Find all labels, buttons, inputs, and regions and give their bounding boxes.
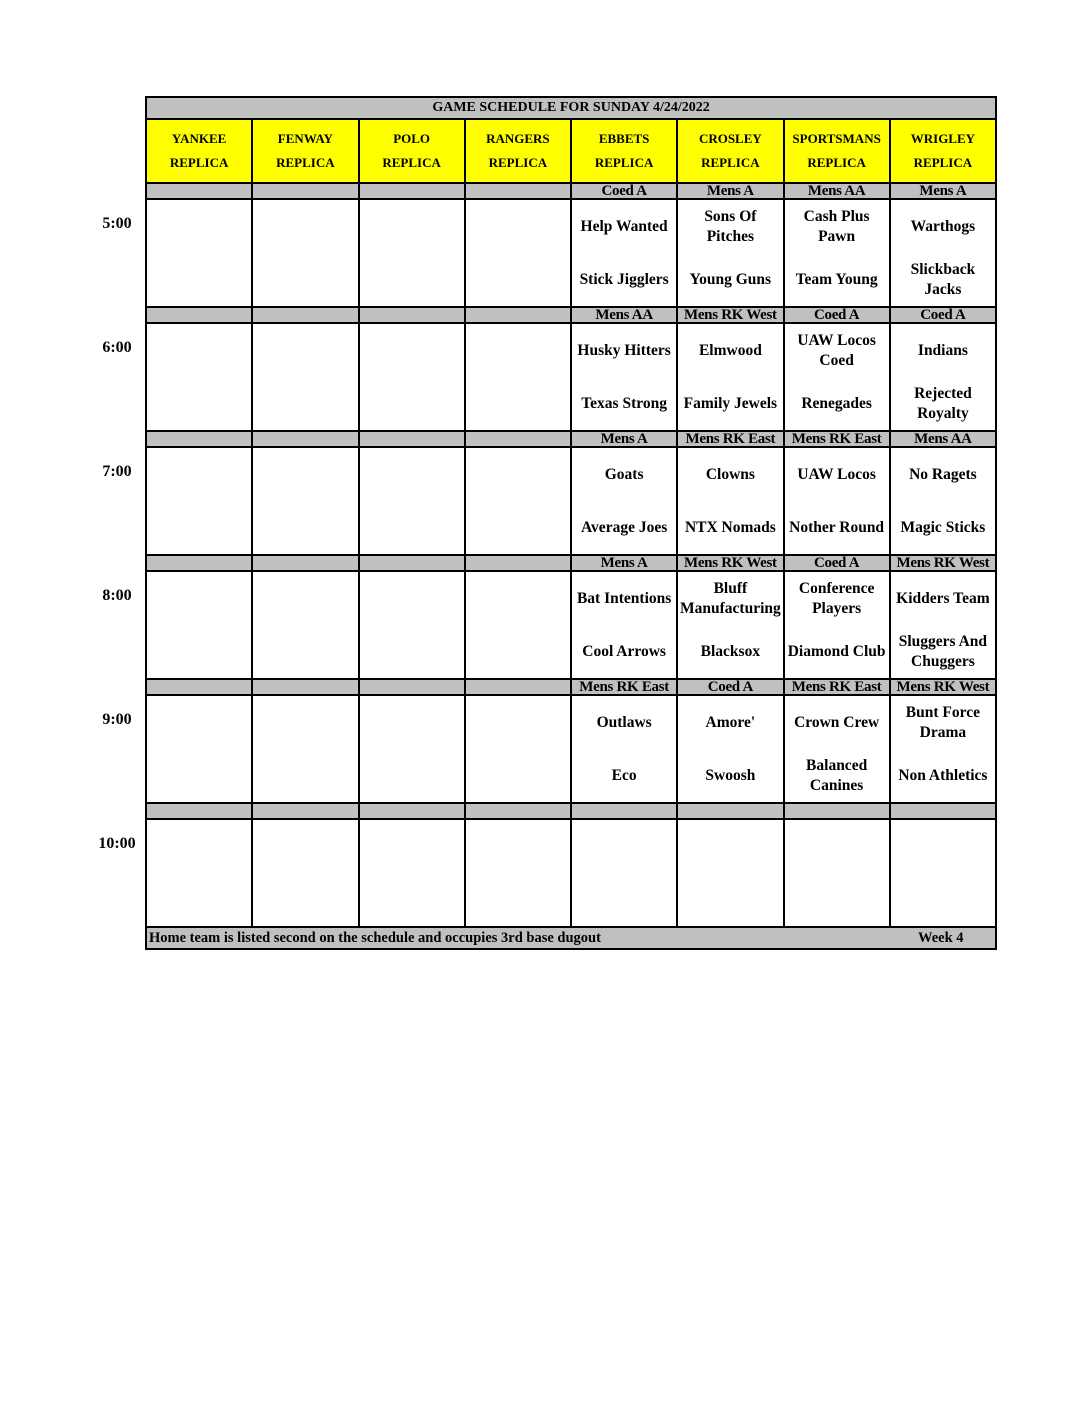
home-team: Rejected Royalty — [914, 384, 972, 422]
away-team — [466, 448, 570, 501]
away-team: Clowns — [705, 465, 755, 483]
field-sub: REPLICA — [382, 155, 441, 170]
away-team — [466, 200, 570, 253]
division-label — [359, 803, 465, 819]
division-label — [571, 803, 677, 819]
field-sub: REPLICA — [594, 155, 654, 170]
game-cell — [359, 447, 465, 555]
home-team — [360, 749, 464, 802]
home-team: Texas Strong — [581, 394, 667, 412]
time-label: 8:00 — [102, 587, 132, 604]
game-row — [146, 323, 996, 431]
field-name: POLO — [393, 131, 431, 146]
away-team: Amore' — [705, 713, 756, 731]
home-team — [360, 253, 464, 306]
game-cell — [146, 447, 252, 555]
division-label — [359, 307, 465, 323]
away-team — [147, 200, 251, 253]
game-cell — [784, 571, 890, 679]
game-cell — [146, 819, 252, 927]
game-cell — [784, 323, 890, 431]
division-label — [146, 307, 252, 323]
game-cell — [571, 571, 677, 679]
division-row — [146, 555, 996, 571]
game-cell — [677, 695, 783, 803]
home-team: Swoosh — [705, 766, 756, 784]
division-label: Mens RK West — [677, 555, 783, 571]
field-sub: REPLICA — [169, 155, 229, 170]
away-team: Indians — [917, 341, 968, 359]
division-row — [146, 431, 996, 447]
field-header-ebbets — [571, 119, 677, 183]
game-cell — [677, 323, 783, 431]
away-team: Help Wanted — [580, 217, 668, 235]
field-name: CROSLEY — [698, 131, 762, 146]
away-team — [253, 448, 357, 501]
game-cell — [890, 571, 996, 679]
home-team — [253, 253, 357, 306]
game-cell — [784, 819, 890, 927]
away-team: Outlaws — [596, 713, 652, 731]
game-cell — [784, 199, 890, 307]
title-row — [146, 97, 996, 119]
game-row — [146, 819, 996, 927]
division-row — [146, 803, 996, 819]
away-team: Bluff Manufacturing — [680, 579, 781, 617]
game-cell — [252, 571, 358, 679]
home-team-note: Home team is listed second on the schedule and occupies 3rd base dugout — [149, 930, 601, 946]
field-header-polo — [359, 119, 465, 183]
away-team — [466, 696, 570, 749]
division-label: Mens RK East — [784, 679, 890, 695]
field-header-rangers — [465, 119, 571, 183]
game-cell — [465, 819, 571, 927]
division-label: Mens A — [571, 431, 677, 447]
game-row — [146, 695, 996, 803]
time-label: 6:00 — [102, 339, 132, 356]
away-team: UAW Locos — [797, 465, 876, 483]
division-label — [465, 183, 571, 199]
game-cell — [571, 819, 677, 927]
division-label: Mens AA — [784, 183, 890, 199]
division-label: Mens A — [677, 183, 783, 199]
home-team: Renegades — [801, 394, 872, 412]
home-team: Team Young — [795, 270, 878, 288]
away-team — [253, 324, 357, 377]
home-team — [253, 625, 357, 678]
game-cell — [890, 199, 996, 307]
game-cell — [677, 819, 783, 927]
away-team: Husky Hitters — [577, 341, 671, 359]
away-team — [147, 696, 251, 749]
division-label — [465, 307, 571, 323]
division-label: Coed A — [571, 183, 677, 199]
game-cell — [359, 323, 465, 431]
footer-row — [146, 927, 996, 949]
division-label: Coed A — [890, 307, 996, 323]
game-cell — [890, 819, 996, 927]
home-team — [147, 501, 251, 554]
field-name: RANGERS — [486, 131, 550, 146]
home-team — [891, 873, 995, 926]
division-label — [146, 803, 252, 819]
game-cell — [890, 695, 996, 803]
away-team: Sons Of Pitches — [704, 207, 757, 245]
game-cell — [571, 199, 677, 307]
home-team — [466, 377, 570, 430]
division-label — [252, 183, 358, 199]
division-label — [465, 431, 571, 447]
game-cell — [571, 323, 677, 431]
division-label: Coed A — [677, 679, 783, 695]
division-label — [890, 803, 996, 819]
schedule-title: GAME SCHEDULE FOR SUNDAY 4/24/2022 — [146, 97, 996, 119]
home-team: Young Guns — [689, 270, 772, 288]
field-header-fenway — [252, 119, 358, 183]
field-header-yankee — [146, 119, 252, 183]
away-team — [572, 820, 676, 873]
division-label: Mens RK West — [890, 555, 996, 571]
home-team — [253, 749, 357, 802]
away-team — [678, 820, 782, 873]
field-sub: REPLICA — [913, 155, 973, 170]
home-team — [253, 501, 357, 554]
home-team — [253, 377, 357, 430]
time-label: 7:00 — [102, 463, 132, 480]
division-row — [146, 679, 996, 695]
home-team: Non Athletics — [898, 766, 988, 784]
home-team: Cool Arrows — [582, 642, 666, 660]
home-team — [147, 749, 251, 802]
away-team — [147, 572, 251, 625]
home-team — [360, 501, 464, 554]
away-team — [360, 324, 464, 377]
division-label — [784, 803, 890, 819]
home-team — [147, 625, 251, 678]
game-cell — [359, 571, 465, 679]
division-label — [252, 431, 358, 447]
home-team — [147, 377, 251, 430]
home-team: Magic Sticks — [900, 518, 986, 536]
home-team — [466, 873, 570, 926]
away-team: UAW Locos Coed — [797, 331, 876, 369]
away-team: No Ragets — [909, 465, 977, 483]
game-cell — [890, 447, 996, 555]
field-name: SPORTSMANS — [792, 131, 881, 146]
game-cell — [359, 199, 465, 307]
home-team — [360, 873, 464, 926]
away-team — [466, 324, 570, 377]
division-label — [252, 555, 358, 571]
away-team: Elmwood — [698, 341, 762, 359]
away-team — [360, 200, 464, 253]
away-team — [466, 820, 570, 873]
away-team — [253, 572, 357, 625]
division-label — [359, 431, 465, 447]
away-team — [785, 820, 889, 873]
game-cell — [571, 447, 677, 555]
game-cell — [252, 819, 358, 927]
time-label: 9:00 — [102, 711, 132, 728]
home-team — [466, 501, 570, 554]
field-sub: REPLICA — [701, 155, 760, 170]
home-team — [360, 377, 464, 430]
division-label: Mens A — [571, 555, 677, 571]
home-team — [572, 873, 676, 926]
away-team: Conference Players — [798, 579, 875, 617]
field-name: WRIGLEY — [910, 131, 976, 146]
game-cell — [359, 819, 465, 927]
time-label: 10:00 — [98, 835, 136, 852]
field-header-wrigley — [890, 119, 996, 183]
field-sub: REPLICA — [807, 155, 866, 170]
field-sub: REPLICA — [488, 155, 548, 170]
division-label: Mens AA — [890, 431, 996, 447]
division-label: Mens AA — [571, 307, 677, 323]
division-label: Mens A — [890, 183, 996, 199]
game-cell — [465, 571, 571, 679]
game-cell — [146, 571, 252, 679]
division-label — [465, 803, 571, 819]
field-sub: REPLICA — [276, 155, 335, 170]
home-team: Diamond Club — [787, 642, 886, 660]
game-cell — [784, 695, 890, 803]
division-label: Mens RK East — [571, 679, 677, 695]
division-label — [465, 555, 571, 571]
home-team: Blacksox — [700, 642, 761, 660]
home-team — [466, 253, 570, 306]
game-cell — [146, 199, 252, 307]
division-label — [146, 431, 252, 447]
away-team — [253, 200, 357, 253]
away-team — [466, 572, 570, 625]
away-team: Bat Intentions — [576, 589, 672, 607]
home-team: Eco — [611, 766, 637, 784]
division-label: Mens RK East — [784, 431, 890, 447]
game-cell — [359, 695, 465, 803]
division-label: Mens RK West — [677, 307, 783, 323]
away-team — [147, 324, 251, 377]
away-team: Warthogs — [910, 217, 976, 235]
field-header-crosley — [677, 119, 783, 183]
game-row — [146, 447, 996, 555]
game-cell — [677, 571, 783, 679]
field-name: FENWAY — [277, 131, 333, 146]
home-team: Family Jewels — [683, 394, 778, 412]
game-cell — [465, 447, 571, 555]
division-label — [146, 555, 252, 571]
game-cell — [465, 695, 571, 803]
home-team — [678, 873, 782, 926]
home-team: Slickback Jacks — [910, 260, 976, 298]
division-row — [146, 183, 996, 199]
away-team: Kidders Team — [896, 589, 990, 607]
game-cell — [252, 323, 358, 431]
game-row — [146, 571, 996, 679]
division-label — [359, 183, 465, 199]
home-team — [147, 873, 251, 926]
game-cell — [252, 695, 358, 803]
home-team: NTX Nomads — [684, 518, 776, 536]
home-team — [466, 625, 570, 678]
home-team — [785, 873, 889, 926]
home-team: Nother Round — [789, 518, 885, 536]
home-team — [253, 873, 357, 926]
division-label — [146, 183, 252, 199]
footer — [146, 927, 996, 949]
division-label — [677, 803, 783, 819]
game-cell — [465, 199, 571, 307]
game-row — [146, 199, 996, 307]
away-team — [360, 820, 464, 873]
away-team: Goats — [604, 465, 644, 483]
division-label — [252, 803, 358, 819]
away-team — [891, 820, 995, 873]
away-team — [360, 448, 464, 501]
game-cell — [252, 447, 358, 555]
division-label — [252, 307, 358, 323]
game-cell — [890, 323, 996, 431]
game-cell — [465, 323, 571, 431]
away-team — [147, 448, 251, 501]
game-cell — [784, 447, 890, 555]
away-team: Cash Plus Pawn — [803, 207, 870, 245]
home-team: Balanced Canines — [806, 756, 868, 794]
game-cell — [677, 447, 783, 555]
game-cell — [677, 199, 783, 307]
home-team: Average Joes — [581, 518, 668, 536]
home-team — [360, 625, 464, 678]
home-team — [147, 253, 251, 306]
division-label: Mens RK East — [677, 431, 783, 447]
week-label: Week 4 — [918, 930, 964, 946]
away-team — [360, 572, 464, 625]
division-label — [359, 555, 465, 571]
game-cell — [252, 199, 358, 307]
field-name: YANKEE — [171, 131, 227, 146]
game-cell — [146, 695, 252, 803]
field-name: EBBETS — [598, 131, 650, 146]
division-label: Coed A — [784, 555, 890, 571]
division-label: Mens RK West — [890, 679, 996, 695]
home-team: Stick Jigglers — [579, 270, 669, 288]
division-label — [252, 679, 358, 695]
away-team: Crown Crew — [794, 713, 880, 731]
home-team — [466, 749, 570, 802]
division-label — [465, 679, 571, 695]
time-label: 5:00 — [102, 215, 132, 232]
away-team: Bunt Force Drama — [905, 703, 980, 741]
game-cell — [571, 695, 677, 803]
schedule-table — [145, 96, 997, 950]
division-label: Coed A — [784, 307, 890, 323]
away-team — [253, 696, 357, 749]
field-header-sportsmans — [784, 119, 890, 183]
division-row — [146, 307, 996, 323]
away-team — [360, 696, 464, 749]
division-label — [146, 679, 252, 695]
away-team — [253, 820, 357, 873]
field-header-row — [146, 119, 996, 183]
game-cell — [146, 323, 252, 431]
home-team: Sluggers And Chuggers — [898, 632, 988, 670]
away-team — [147, 820, 251, 873]
division-label — [359, 679, 465, 695]
